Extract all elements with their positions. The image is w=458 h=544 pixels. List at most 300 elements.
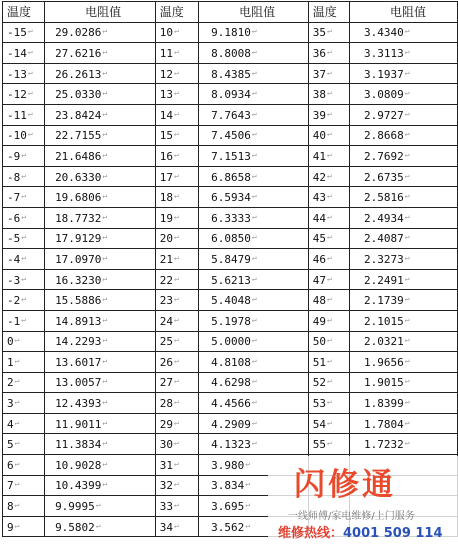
resistance-cell xyxy=(45,455,156,476)
cell-value: 8 xyxy=(7,500,14,514)
return-mark: ↵ xyxy=(251,149,257,159)
return-mark: ↵ xyxy=(251,294,257,304)
return-mark: ↵ xyxy=(326,376,332,386)
resistance-cell xyxy=(45,290,156,311)
return-mark: ↵ xyxy=(251,273,257,283)
header-temperature: 温度 xyxy=(155,2,198,23)
return-mark: ↵ xyxy=(404,129,410,139)
cell-value: 1.8399 xyxy=(363,397,404,411)
cell-value: 6.3333 xyxy=(211,211,251,225)
resistance-cell xyxy=(45,413,156,434)
cell-value: 31 xyxy=(159,458,173,472)
temperature-cell xyxy=(308,84,349,105)
cell-value: 54 xyxy=(312,417,326,431)
temperature-cell xyxy=(308,187,349,208)
cell-value: 17.0970 xyxy=(55,252,102,266)
return-mark: ↵ xyxy=(102,26,108,36)
return-mark: ↵ xyxy=(404,26,410,36)
cell-value: 29.0286 xyxy=(55,26,102,40)
cell-value: 24 xyxy=(159,314,173,328)
cell-value: 2.6735 xyxy=(363,170,404,184)
cell-value: 14.8913 xyxy=(55,314,102,328)
return-mark: ↵ xyxy=(102,273,108,283)
cell-value: 4.4566 xyxy=(211,397,251,411)
cell-value: 18 xyxy=(159,191,173,205)
return-mark: ↵ xyxy=(102,46,108,56)
return-mark: ↵ xyxy=(173,191,179,201)
cell-value: 1 xyxy=(7,355,14,369)
resistance-cell xyxy=(199,249,309,270)
resistance-cell xyxy=(349,166,457,187)
return-mark: ↵ xyxy=(326,26,332,36)
temperature-cell xyxy=(308,207,349,228)
temperature-cell xyxy=(308,413,349,434)
return-mark: ↵ xyxy=(14,500,20,510)
return-mark: ↵ xyxy=(251,355,257,365)
table-row xyxy=(3,434,458,455)
resistance-cell xyxy=(349,310,457,331)
return-mark: ↵ xyxy=(173,417,179,427)
return-mark: ↵ xyxy=(173,479,179,489)
resistance-cell xyxy=(349,22,457,43)
cell-value: 55 xyxy=(312,438,326,452)
resistance-cell xyxy=(349,269,457,290)
return-mark: ↵ xyxy=(95,500,101,510)
header-resistance: 电阻值 xyxy=(349,2,457,23)
temperature-cell xyxy=(308,125,349,146)
return-mark: ↵ xyxy=(14,438,20,448)
cell-value: 7.4506 xyxy=(211,129,251,143)
table-row xyxy=(3,269,458,290)
return-mark: ↵ xyxy=(21,211,27,221)
resistance-cell xyxy=(45,352,156,373)
resistance-cell xyxy=(349,352,457,373)
return-mark: ↵ xyxy=(251,397,257,407)
temperature-cell xyxy=(308,22,349,43)
temperature-cell xyxy=(3,455,45,476)
cell-value: -1 xyxy=(7,314,21,328)
cell-value: 2.4087 xyxy=(363,232,404,246)
return-mark: ↵ xyxy=(102,458,108,468)
cell-value: 6.0850 xyxy=(211,232,251,246)
resistance-cell xyxy=(349,249,457,270)
table-row xyxy=(3,43,458,64)
return-mark: ↵ xyxy=(251,252,257,262)
return-mark: ↵ xyxy=(27,88,33,98)
cell-value: 4.1323 xyxy=(211,438,251,452)
cell-value: 28 xyxy=(159,397,173,411)
return-mark: ↵ xyxy=(14,376,20,386)
temperature-cell xyxy=(155,434,198,455)
return-mark: ↵ xyxy=(326,108,332,118)
return-mark: ↵ xyxy=(102,211,108,221)
cell-value: 4.8108 xyxy=(211,355,251,369)
table-row xyxy=(3,393,458,414)
table-row xyxy=(3,104,458,125)
resistance-cell xyxy=(45,63,156,84)
cell-value: 48 xyxy=(312,294,326,308)
temperature-cell xyxy=(155,207,198,228)
table-row xyxy=(3,63,458,84)
cell-value: -9 xyxy=(7,149,21,163)
hotline-label: 维修热线： xyxy=(278,526,344,541)
temperature-cell xyxy=(155,269,198,290)
return-mark: ↵ xyxy=(404,376,410,386)
temperature-cell xyxy=(308,331,349,352)
cell-value: -3 xyxy=(7,273,21,287)
cell-value: 53 xyxy=(312,397,326,411)
return-mark: ↵ xyxy=(251,26,257,36)
return-mark: ↵ xyxy=(326,46,332,56)
return-mark: ↵ xyxy=(102,191,108,201)
cell-value: 37 xyxy=(312,67,326,81)
temperature-cell xyxy=(308,146,349,167)
cell-value: 21.6486 xyxy=(55,149,102,163)
cell-value: 3.1937 xyxy=(363,67,404,81)
resistance-cell xyxy=(45,125,156,146)
return-mark: ↵ xyxy=(27,108,33,118)
brand-logo: 闪修通 xyxy=(294,467,396,503)
resistance-cell xyxy=(349,125,457,146)
resistance-cell xyxy=(199,393,309,414)
cell-value: 9.5802 xyxy=(55,520,95,534)
resistance-cell xyxy=(45,475,156,496)
cell-value: 25.0330 xyxy=(55,88,102,102)
cell-value: 22.7155 xyxy=(55,129,102,143)
cell-value: 13.6017 xyxy=(55,355,102,369)
hotline xyxy=(278,522,443,541)
return-mark: ↵ xyxy=(14,458,20,468)
cell-value: 2 xyxy=(7,376,14,390)
cell-value: 15.5886 xyxy=(55,294,102,308)
resistance-cell xyxy=(199,207,309,228)
return-mark: ↵ xyxy=(173,170,179,180)
temperature-cell xyxy=(308,290,349,311)
table-row xyxy=(3,310,458,331)
cell-value: 2.8668 xyxy=(363,129,404,143)
cell-value: -6 xyxy=(7,211,21,225)
return-mark: ↵ xyxy=(27,67,33,77)
temperature-cell xyxy=(308,393,349,414)
cell-value: 4 xyxy=(7,417,14,431)
header-resistance: 电阻值 xyxy=(199,2,309,23)
cell-value: 14.2293 xyxy=(55,335,102,349)
return-mark: ↵ xyxy=(251,335,257,345)
temperature-cell xyxy=(3,146,45,167)
return-mark: ↵ xyxy=(102,252,108,262)
cell-value: 7.7643 xyxy=(211,108,251,122)
temperature-cell xyxy=(3,331,45,352)
cell-value: 47 xyxy=(312,273,326,287)
return-mark: ↵ xyxy=(404,108,410,118)
cell-value: 3.0809 xyxy=(363,88,404,102)
cell-value: 3.3113 xyxy=(363,46,404,60)
return-mark: ↵ xyxy=(251,170,257,180)
return-mark: ↵ xyxy=(245,458,251,468)
cell-value: 10.4399 xyxy=(55,479,102,493)
return-mark: ↵ xyxy=(102,170,108,180)
cell-value: 27 xyxy=(159,376,173,390)
return-mark: ↵ xyxy=(102,314,108,324)
cell-value: 17 xyxy=(159,170,173,184)
temperature-cell xyxy=(155,104,198,125)
cell-value: 2.4934 xyxy=(363,211,404,225)
cell-value: 50 xyxy=(312,335,326,349)
temperature-cell xyxy=(3,352,45,373)
resistance-cell xyxy=(199,125,309,146)
cell-value: 38 xyxy=(312,88,326,102)
temperature-cell xyxy=(308,166,349,187)
temperature-cell xyxy=(308,104,349,125)
return-mark: ↵ xyxy=(27,26,33,36)
return-mark: ↵ xyxy=(173,294,179,304)
resistance-cell xyxy=(349,228,457,249)
cell-value: 41 xyxy=(312,149,326,163)
cell-value: 2.1739 xyxy=(363,294,404,308)
return-mark: ↵ xyxy=(14,355,20,365)
cell-value: 15 xyxy=(159,129,173,143)
resistance-cell xyxy=(45,104,156,125)
return-mark: ↵ xyxy=(173,108,179,118)
cell-value: 2.1015 xyxy=(363,314,404,328)
resistance-cell xyxy=(199,166,309,187)
table-row xyxy=(3,249,458,270)
cell-value: 14 xyxy=(159,108,173,122)
return-mark: ↵ xyxy=(14,335,20,345)
return-mark: ↵ xyxy=(173,252,179,262)
resistance-cell xyxy=(45,331,156,352)
temperature-cell xyxy=(3,22,45,43)
temperature-cell xyxy=(155,290,198,311)
temperature-cell xyxy=(155,496,198,517)
table-row xyxy=(3,84,458,105)
return-mark: ↵ xyxy=(326,273,332,283)
cell-value: 8.4385 xyxy=(211,67,251,81)
return-mark: ↵ xyxy=(173,335,179,345)
resistance-cell xyxy=(349,187,457,208)
cell-value: 9.9995 xyxy=(55,500,95,514)
return-mark: ↵ xyxy=(173,26,179,36)
temperature-cell xyxy=(3,166,45,187)
return-mark: ↵ xyxy=(173,149,179,159)
cell-value: 3.834 xyxy=(211,479,245,493)
cell-value: 51 xyxy=(312,355,326,369)
resistance-cell xyxy=(45,207,156,228)
temperature-cell xyxy=(155,187,198,208)
cell-value: 1.9656 xyxy=(363,355,404,369)
temperature-cell xyxy=(155,166,198,187)
return-mark: ↵ xyxy=(173,67,179,77)
resistance-cell xyxy=(199,43,309,64)
resistance-cell xyxy=(45,496,156,517)
cell-value: 3.980 xyxy=(211,458,245,472)
cell-value: 12 xyxy=(159,67,173,81)
temperature-cell xyxy=(3,63,45,84)
return-mark: ↵ xyxy=(27,46,33,56)
return-mark: ↵ xyxy=(173,211,179,221)
cell-value: 2.0321 xyxy=(363,335,404,349)
return-mark: ↵ xyxy=(102,232,108,242)
return-mark: ↵ xyxy=(326,170,332,180)
return-mark: ↵ xyxy=(173,314,179,324)
cell-value: 23 xyxy=(159,294,173,308)
return-mark: ↵ xyxy=(173,273,179,283)
cell-value: 4.2909 xyxy=(211,417,251,431)
cell-value: 2.2491 xyxy=(363,273,404,287)
cell-value: 29 xyxy=(159,417,173,431)
cell-value: 10.9028 xyxy=(55,458,102,472)
resistance-cell xyxy=(199,84,309,105)
resistance-cell xyxy=(45,43,156,64)
resistance-cell xyxy=(199,104,309,125)
return-mark: ↵ xyxy=(404,417,410,427)
cell-value: -11 xyxy=(7,108,27,122)
return-mark: ↵ xyxy=(173,46,179,56)
return-mark: ↵ xyxy=(102,355,108,365)
return-mark: ↵ xyxy=(404,355,410,365)
temperature-cell xyxy=(308,43,349,64)
return-mark: ↵ xyxy=(326,294,332,304)
return-mark: ↵ xyxy=(173,129,179,139)
resistance-cell xyxy=(349,331,457,352)
temperature-cell xyxy=(3,310,45,331)
return-mark: ↵ xyxy=(173,500,179,510)
return-mark: ↵ xyxy=(251,232,257,242)
resistance-cell xyxy=(199,331,309,352)
temperature-cell xyxy=(308,269,349,290)
table-row xyxy=(3,228,458,249)
temperature-cell xyxy=(308,372,349,393)
cell-value: 21 xyxy=(159,252,173,266)
return-mark: ↵ xyxy=(102,129,108,139)
return-mark: ↵ xyxy=(251,417,257,427)
return-mark: ↵ xyxy=(326,335,332,345)
resistance-cell xyxy=(45,249,156,270)
temperature-cell xyxy=(155,22,198,43)
cell-value: 16.3230 xyxy=(55,273,102,287)
resistance-cell xyxy=(45,187,156,208)
cell-value: 13 xyxy=(159,88,173,102)
return-mark: ↵ xyxy=(21,170,27,180)
return-mark: ↵ xyxy=(404,232,410,242)
return-mark: ↵ xyxy=(326,67,332,77)
return-mark: ↵ xyxy=(21,314,27,324)
return-mark: ↵ xyxy=(326,191,332,201)
return-mark: ↵ xyxy=(173,232,179,242)
return-mark: ↵ xyxy=(27,129,33,139)
return-mark: ↵ xyxy=(173,438,179,448)
resistance-cell xyxy=(349,393,457,414)
cell-value: 44 xyxy=(312,211,326,225)
table-row xyxy=(3,125,458,146)
table-row xyxy=(3,331,458,352)
return-mark: ↵ xyxy=(173,355,179,365)
return-mark: ↵ xyxy=(251,211,257,221)
cell-value: 11.9011 xyxy=(55,417,102,431)
table-row xyxy=(3,413,458,434)
cell-value: 23.8424 xyxy=(55,108,102,122)
cell-value: 5 xyxy=(7,438,14,452)
return-mark: ↵ xyxy=(102,88,108,98)
resistance-cell xyxy=(199,146,309,167)
cell-value: 39 xyxy=(312,108,326,122)
resistance-cell xyxy=(199,434,309,455)
table-row xyxy=(3,207,458,228)
cell-value: 12.4393 xyxy=(55,397,102,411)
resistance-cell xyxy=(45,166,156,187)
return-mark: ↵ xyxy=(326,397,332,407)
cell-value: 3 xyxy=(7,397,14,411)
table-row xyxy=(3,187,458,208)
cell-value: -15 xyxy=(7,26,27,40)
cell-value: -13 xyxy=(7,67,27,81)
return-mark: ↵ xyxy=(102,397,108,407)
temperature-cell xyxy=(155,43,198,64)
cell-value: 2.9727 xyxy=(363,108,404,122)
return-mark: ↵ xyxy=(173,520,179,530)
resistance-cell xyxy=(45,516,156,537)
cell-value: 1.9015 xyxy=(363,376,404,390)
resistance-cell xyxy=(199,228,309,249)
temperature-cell xyxy=(3,125,45,146)
temperature-cell xyxy=(3,372,45,393)
cell-value: 2.5816 xyxy=(363,191,404,205)
temperature-cell xyxy=(3,207,45,228)
return-mark: ↵ xyxy=(404,170,410,180)
resistance-cell xyxy=(199,22,309,43)
cell-value: 19 xyxy=(159,211,173,225)
cell-value: 20 xyxy=(159,232,173,246)
resistance-cell xyxy=(199,290,309,311)
resistance-cell xyxy=(349,434,457,455)
table-row xyxy=(3,372,458,393)
resistance-cell xyxy=(349,63,457,84)
resistance-cell xyxy=(45,434,156,455)
return-mark: ↵ xyxy=(404,149,410,159)
cell-value: 2.3273 xyxy=(363,252,404,266)
return-mark: ↵ xyxy=(251,191,257,201)
return-mark: ↵ xyxy=(21,149,27,159)
cell-value: 10 xyxy=(159,26,173,40)
cell-value: 6.8658 xyxy=(211,170,251,184)
return-mark: ↵ xyxy=(326,232,332,242)
cell-value: 32 xyxy=(159,479,173,493)
resistance-cell xyxy=(45,146,156,167)
cell-value: 40 xyxy=(312,129,326,143)
return-mark: ↵ xyxy=(102,438,108,448)
cell-value: 30 xyxy=(159,438,173,452)
temperature-cell xyxy=(3,413,45,434)
resistance-cell xyxy=(45,372,156,393)
temperature-cell xyxy=(308,352,349,373)
return-mark: ↵ xyxy=(173,88,179,98)
return-mark: ↵ xyxy=(102,108,108,118)
cell-value: 9 xyxy=(7,520,14,534)
cell-value: 22 xyxy=(159,273,173,287)
return-mark: ↵ xyxy=(404,252,410,262)
temperature-cell xyxy=(3,290,45,311)
temperature-cell xyxy=(3,475,45,496)
cell-value: 26 xyxy=(159,355,173,369)
temperature-cell xyxy=(3,516,45,537)
cell-value: 49 xyxy=(312,314,326,328)
return-mark: ↵ xyxy=(404,67,410,77)
cell-value: 6 xyxy=(7,458,14,472)
return-mark: ↵ xyxy=(251,438,257,448)
cell-value: 5.6213 xyxy=(211,273,251,287)
temperature-cell xyxy=(3,43,45,64)
cell-value: 8.0934 xyxy=(211,88,251,102)
